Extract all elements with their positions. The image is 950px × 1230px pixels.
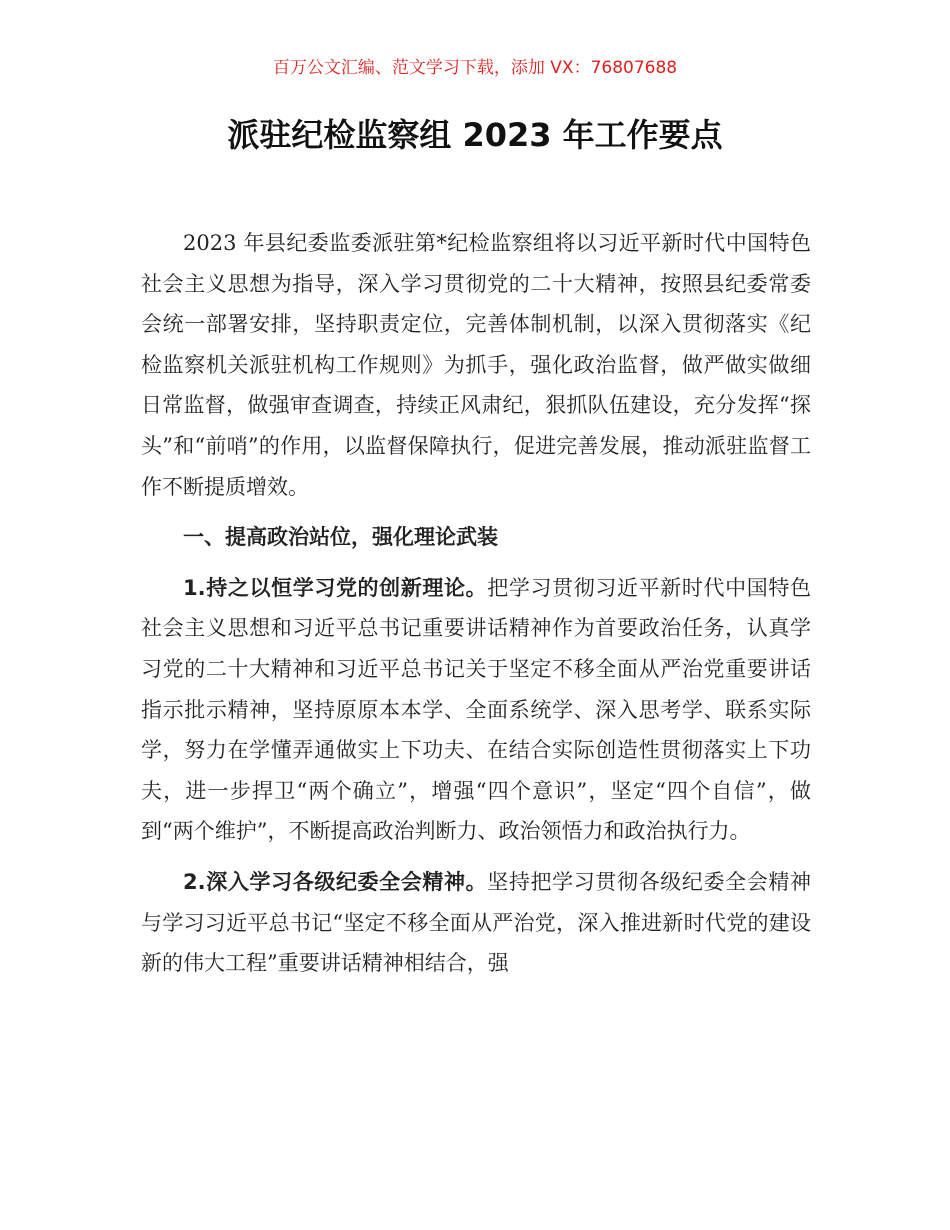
document-title: 派驻纪检监察组 2023 年工作要点 [227, 116, 723, 154]
intro-paragraph: 2023 年县纪委监委派驻第*纪检监察组将以习近平新时代中国特色社会主义思想为指导，深入学习贯彻党的二十大精神，按照县纪委常委会统一部署安排，坚持职责定位，完善体制机制，以深入贯彻落实《纪检监察机关派驻机构工作规则》为抓手，强化政治监督，做严做实做细日常监督，做强审查调查，持续正风肃纪，狠抓队伍建设，充分发挥“探头”和“前哨”的作用，以监督保障执行，促进完善发展，推动派驻监督工作不断提质增效。 [141, 231, 811, 499]
section-1-heading: 一、提高政治站位，强化理论武装 [183, 525, 498, 550]
watermark-contact: 百万公文汇编、范文学习下载，添加 VX：76807688 [272, 58, 678, 78]
item-1-paragraph [141, 568, 811, 852]
item-1-lead: 1.持之以恒学习党的创新理论。 [183, 575, 488, 600]
item-2-paragraph [141, 862, 811, 984]
item-2-text: 坚持把学习贯彻各级纪委全会精神与学习习近平总书记“坚定不移全面从严治党，深入推进新时代党的建设新的伟大工程”重要讲话精神相结合，强 [141, 869, 811, 976]
item-2-lead: 2.深入学习各级纪委全会精神。 [183, 869, 488, 894]
document-body [141, 223, 811, 984]
item-1-text: 把学习贯彻习近平新时代中国特色社会主义思想和习近平总书记重要讲话精神作为首要政治任务，认真学习党的二十大精神和习近平总书记关于坚定不移全面从严治党重要讲话指示批示精神，坚持原原本本学、全面系统学、深入思考学、联系实际学，努力在学懂弄通做实上下功夫、在结合实际创造性贯彻落实上下功夫，进一步捍卫“两个确立”，增强“四个意识”，坚定“四个自信”，做到“两个维护”，不断提高政治判断力、政治领悟力和政治执行力。 [141, 575, 811, 844]
